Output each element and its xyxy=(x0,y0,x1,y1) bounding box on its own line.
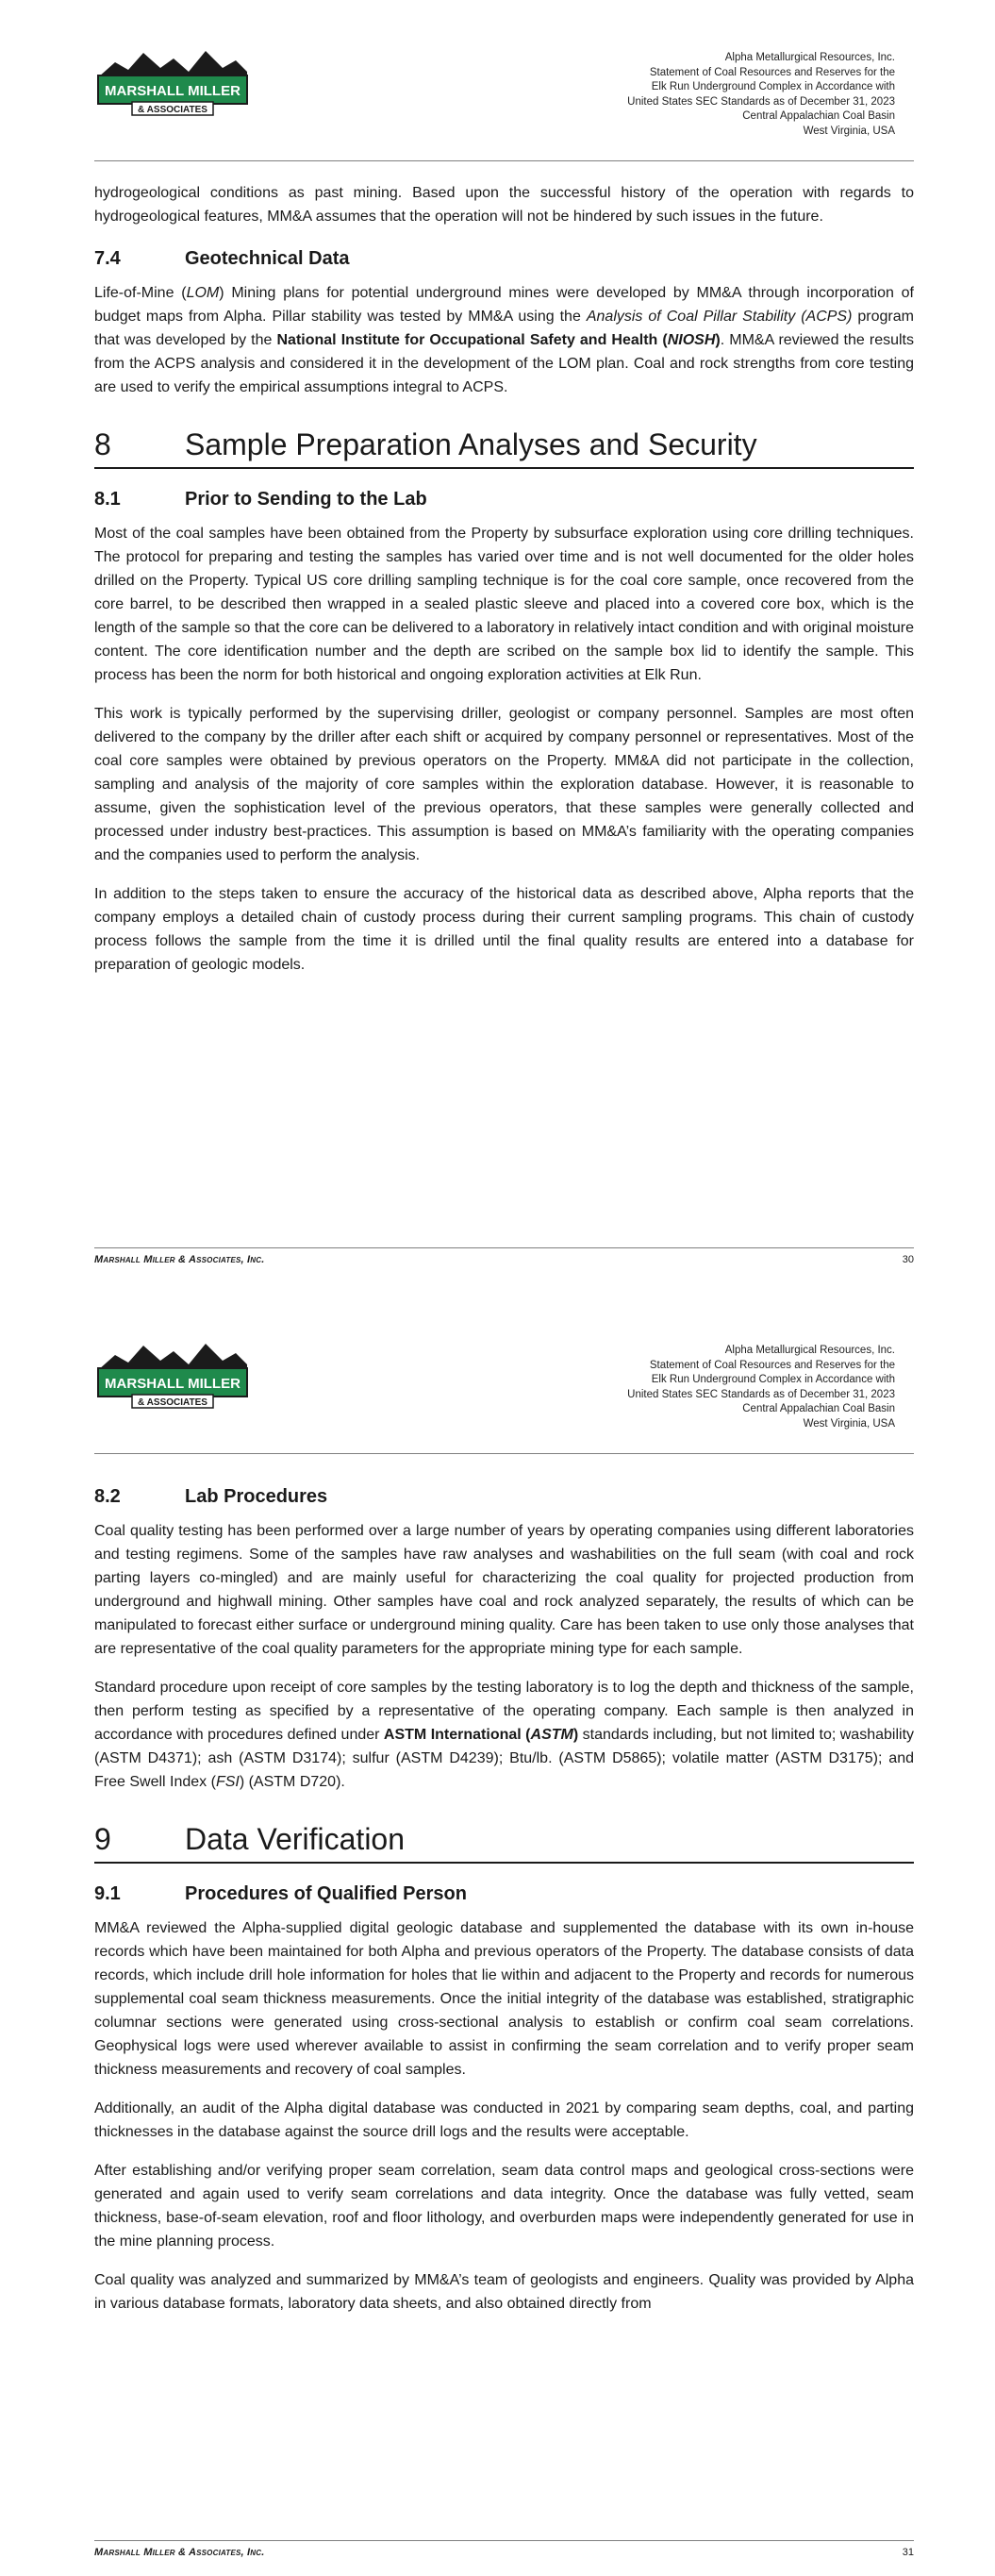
paragraph: After establishing and/or verifying proper seam correlation, seam data control maps and geological cross-sections were generated and again used to verify seam correlations and data integrity. Once the database was fully vetted, seam thickness, base-of-seam elevation, roof and floor lithology, and overburden maps were independently generated for use in the mine planning process. xyxy=(94,2163,914,2250)
svg-text:MARSHALL MILLER: MARSHALL MILLER xyxy=(105,1376,240,1392)
page-header xyxy=(94,1336,901,1440)
section-heading-8-1: 8.1 Prior to Sending to the Lab xyxy=(94,489,427,510)
page-footer xyxy=(94,2540,914,2562)
section-heading-8-2: 8.2 Lab Procedures xyxy=(94,1486,328,1507)
footer-firm-name: Marshall Miller & Associates, Inc. xyxy=(94,1254,265,1265)
header-report-info: Alpha Metallurgical Resources, Inc. Statement of Coal Resources and Reserves for the Elk Run Underground Complex in Accordance with United States SEC Standards as of December 31, 2023 Central Appalachian Coal Basin West Virginia, USA xyxy=(627,1345,895,1430)
marshall-miller-logo xyxy=(94,43,250,119)
footer-firm-name: Marshall Miller & Associates, Inc. xyxy=(94,2547,265,2558)
paragraph: MM&A reviewed the Alpha-supplied digital geologic database and supplemented the database with its own in-house records which have been maintained for both Alpha and previous operators of the Property. The database consists of data records, which include drill hole information for holes that lie within and adjacent to the Property and records for numerous supplemental coal seam thickness measurements. Once the initial integrity of the database was established, stratigraphic columnar sections were generated using cross-sectional analysis to establish or confirm coal seam correlations. Geophysical logs were used wherever available to assist in confirming the seam correlation and to verify proper seam thickness measurements and recovery of coal samples. xyxy=(94,1920,914,2078)
page-31 xyxy=(0,1293,995,2576)
svg-text:& ASSOCIATES: & ASSOCIATES xyxy=(138,105,207,115)
page-body xyxy=(94,1466,914,2331)
paragraph: Life-of-Mine (LOM) Mining plans for potential underground mines were developed by MM&A through incorporation of budget maps from Alpha. Pillar stability was tested by MM&A using the Analysis of Coal Pillar Stability (ACPS) program that was developed by the National Institute for Occupational Safety and Health (NIOSH). MM&A reviewed the results from the ACPS analysis and considered it in the development of the LOM plan. Coal and rock strengths from core testing are used to verify the empirical assumptions integral to ACPS. xyxy=(94,285,915,395)
page-footer xyxy=(94,1247,914,1269)
paragraph: Coal quality was analyzed and summarized by MM&A’s team of geologists and engineers. Quality was provided by Alpha in various database formats, laboratory data sheets, and also obtained directly from xyxy=(94,2272,914,2312)
svg-text:MARSHALL MILLER: MARSHALL MILLER xyxy=(105,83,240,99)
page-header xyxy=(94,43,901,147)
page-body xyxy=(94,181,914,992)
paragraph: hydrogeological conditions as past mining. Based upon the successful history of the operation with regards to hydrogeological features, MM&A assumes that the operation will not be hindered by such issues in the future. xyxy=(94,185,914,225)
header-divider xyxy=(94,1453,914,1454)
section-heading-9-1: 9.1 Procedures of Qualified Person xyxy=(94,1883,467,1904)
page-number: 31 xyxy=(902,2547,914,2558)
paragraph: Standard procedure upon receipt of core samples by the testing laboratory is to log the depth and thickness of the sample, then perform testing as specified by a representative of the operating company. Each sample is then analyzed in accordance with procedures defined under ASTM International (ASTM) standards including, but not limited to; washability (ASTM D4371); ash (ASTM D3174); sulfur (ASTM D4239); Btu/lb. (ASTM D5865); volatile matter (ASTM D3175); and Free Swell Index (FSI) (ASTM D720). xyxy=(94,1680,915,1790)
paragraph: This work is typically performed by the supervising driller, geologist or company personnel. Samples are most often delivered to the company by the driller after each shift or acquired by company personnel or representatives. Most of the coal core samples were obtained by previous operators on the Property. MM&A did not participate in the collection, sampling and analysis of the majority of core samples within the exploration database. However, it is reasonable to assume, given the sophistication level of the previous operators, that these samples were generally collected and processed under industry best-practices. This assumption is based on MM&A’s familiarity with the operating companies and the companies used to perform the analysis. xyxy=(94,706,914,863)
section-heading-7-4: 7.4 Geotechnical Data xyxy=(94,248,350,269)
svg-text:& ASSOCIATES: & ASSOCIATES xyxy=(138,1397,207,1408)
paragraph: Additionally, an audit of the Alpha digital database was conducted in 2021 by comparing seam depths, coal, and parting thicknesses in the database against the source drill logs and the results were acceptable. xyxy=(94,2100,914,2140)
header-divider xyxy=(94,160,914,161)
page-number: 30 xyxy=(902,1254,914,1265)
header-report-info: Alpha Metallurgical Resources, Inc. Statement of Coal Resources and Reserves for the Elk Run Underground Complex in Accordance with United States SEC Standards as of December 31, 2023 Central Appalachian Coal Basin West Virginia, USA xyxy=(627,52,895,137)
paragraph: Coal quality testing has been performed over a large number of years by operating companies using different laboratories and testing regimens. Some of the samples have raw analyses and washabilities on the full seam (with coal and rock parting layers co-mingled) and are mainly useful for characterizing the coal quality for projected production from underground and highwall mining. Other samples have coal and rock analyzed separately, the results of which can be manipulated to forecast either surface or underground mining quality. Care has been taken to use only those analyses that are representative of the coal quality parameters for the appropriate mining type for each sample. xyxy=(94,1523,914,1657)
section-heading-9: 9 Data Verification xyxy=(94,1818,914,1864)
paragraph: Most of the coal samples have been obtained from the Property by subsurface exploration using core drilling techniques. The protocol for preparing and testing the samples has varied over time and is not well documented for the older holes drilled on the Property. Typical US core drilling sampling technique is for the coal core sample, once recovered from the core barrel, to be described then wrapped in a sealed plastic sleeve and placed into a covered core box, which is the length of the sample so that the core can be delivered to a laboratory in relatively intact condition and with original moisture content. The core identification number and the depth are scribed on the sample box lid to identify the sample. This process has been the norm for both historical and ongoing exploration activities at Elk Run. xyxy=(94,526,914,683)
marshall-miller-logo xyxy=(94,1336,250,1412)
section-heading-8: 8 Sample Preparation Analyses and Security xyxy=(94,424,914,469)
paragraph: In addition to the steps taken to ensure the accuracy of the historical data as described above, Alpha reports that the company employs a detailed chain of custody process during their current sampling programs. This chain of custody process follows the sample from the time it is drilled until the final quality results are entered into a database for preparation of geologic models. xyxy=(94,886,914,973)
